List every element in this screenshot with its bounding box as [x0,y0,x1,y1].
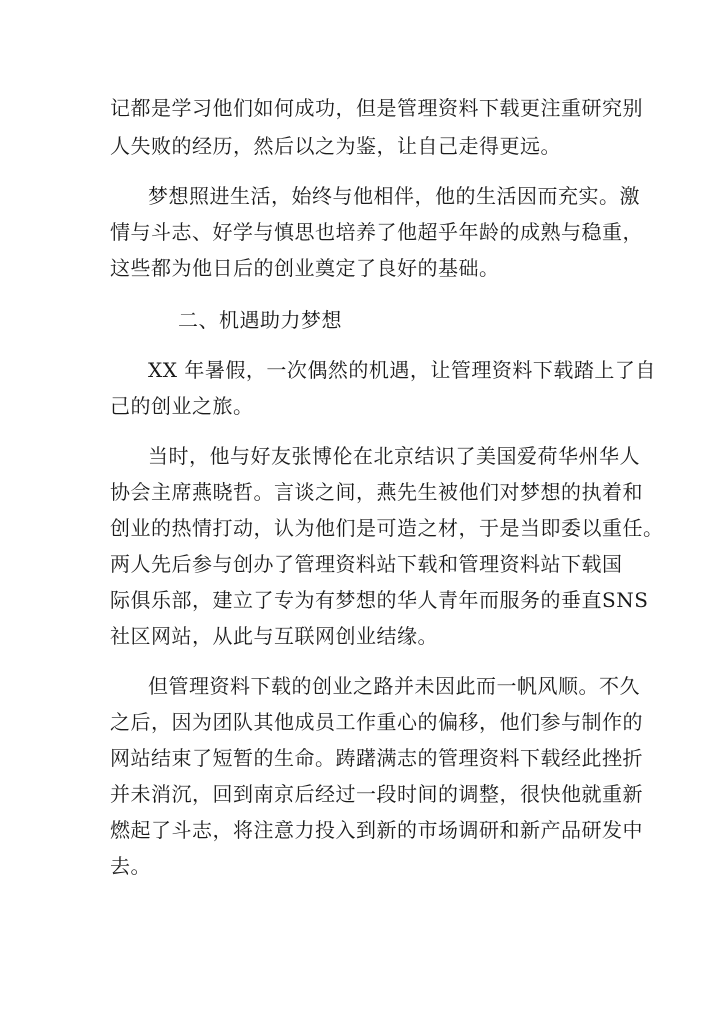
text-line: 燃起了斗志，将注意力投入到新的市场调研和新产品研发中 [110,818,643,842]
text-line: 当时，他与好友张博伦在北京结识了美国爱荷华州华人 [148,444,640,468]
text-line: 之后，因为团队其他成员工作重心的偏移，他们参与制作的 [110,710,643,734]
text-line: 己的创业之旅。 [110,394,254,418]
text-line: 创业的热情打动，认为他们是可造之材，于是当即委以重任。 [110,516,664,540]
text-line: 去。 [110,854,151,878]
text-line: 社区网站，从此与互联网创业结缘。 [110,624,438,648]
text-line: 协会主席燕晓哲。言谈之间，燕先生被他们对梦想的执着和 [110,480,643,504]
text-line: 并未消沉，回到南京后经过一段时间的调整，很快他就重新 [110,782,643,806]
section-heading: 二、机遇助力梦想 [178,308,342,332]
text-line: 这些都为他日后的创业奠定了良好的基础。 [110,256,500,280]
text-line: 际俱乐部，建立了专为有梦想的华人青年而服务的垂直SNS [110,588,649,612]
text-line: XX 年暑假，一次偶然的机遇，让管理资料下载踏上了自 [148,358,656,382]
text-line: 人失败的经历，然后以之为鉴，让自己走得更远。 [110,134,561,158]
text-line: 但管理资料下载的创业之路并未因此而一帆风顺。不久 [148,674,640,698]
text-line: 记都是学习他们如何成功，但是管理资料下载更注重研究别 [110,96,643,120]
text-line: 两人先后参与创办了管理资料站下载和管理资料站下载国 [110,552,623,576]
text-line: 网站结束了短暂的生命。踌躇满志的管理资料下载经此挫折 [110,746,643,770]
text-line: 情与斗志、好学与慎思也培养了他超乎年龄的成熟与稳重， [110,220,643,244]
text-line: 梦想照进生活，始终与他相伴，他的生活因而充实。激 [148,184,640,208]
